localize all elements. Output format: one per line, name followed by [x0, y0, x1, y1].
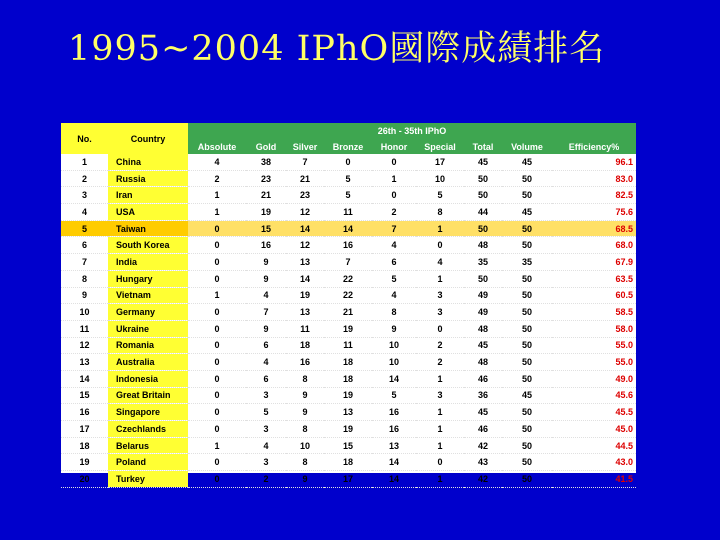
special-cell: 1: [437, 473, 443, 484]
special-cell: 17: [434, 156, 445, 167]
country-cell: Hungary: [108, 270, 188, 287]
bronze-cell: 0: [345, 156, 351, 167]
special-cell: 0: [437, 457, 443, 468]
volume-cell: 50: [521, 423, 532, 434]
absolute-cell: 0: [214, 357, 220, 368]
rank-cell: 10: [79, 307, 90, 318]
country-cell: Singapore: [108, 404, 188, 421]
absolute-cell: 0: [214, 340, 220, 351]
bronze-cell: 5: [345, 190, 351, 201]
absolute-cell: 1: [214, 440, 220, 451]
total-cell: 35: [477, 256, 488, 267]
silver-cell: 12: [299, 206, 310, 217]
header-special: Special: [416, 139, 464, 154]
special-cell: 0: [437, 240, 443, 251]
efficiency-cell: 55.0: [615, 340, 634, 351]
special-cell: 1: [437, 407, 443, 418]
gold-cell: 38: [260, 156, 271, 167]
absolute-cell: 4: [214, 156, 220, 167]
absolute-cell: 0: [214, 473, 220, 484]
table-row: [61, 437, 636, 454]
absolute-cell: 1: [214, 190, 220, 201]
absolute-cell: 1: [214, 290, 220, 301]
table-row: [61, 421, 636, 438]
rank-cell: 11: [79, 323, 90, 334]
total-cell: 45: [477, 156, 488, 167]
rank-cell: 16: [79, 407, 90, 418]
honor-cell: 2: [391, 206, 397, 217]
efficiency-cell: 67.9: [615, 256, 634, 267]
absolute-cell: 0: [188, 220, 246, 237]
efficiency-cell: 96.1: [615, 156, 634, 167]
country-cell: Belarus: [108, 437, 188, 454]
gold-cell: 6: [263, 373, 269, 384]
slide-title: 1995~2004 IPhO國際成績排名: [68, 29, 606, 69]
gold-cell: 4: [263, 357, 269, 368]
efficiency-cell: 55.0: [615, 357, 634, 368]
rank-cell: 12: [79, 340, 90, 351]
gold-cell: 3: [263, 457, 269, 468]
honor-cell: 10: [388, 340, 399, 351]
efficiency-cell: 68.0: [615, 240, 634, 251]
honor-cell: 1: [391, 173, 397, 184]
bronze-cell: 11: [343, 340, 353, 351]
gold-cell: 16: [260, 240, 271, 251]
country-cell: India: [108, 254, 188, 271]
absolute-cell: 0: [214, 307, 220, 318]
volume-cell: 50: [521, 290, 532, 301]
special-cell: 5: [437, 190, 443, 201]
ranking-table-container: [61, 123, 636, 484]
header-bronze: Bronze: [324, 139, 372, 154]
table-row: [61, 287, 636, 304]
silver-cell: 16: [299, 357, 310, 368]
rank-cell: 20: [79, 473, 90, 484]
volume-cell: 50: [521, 373, 532, 384]
efficiency-cell: 75.6: [615, 206, 634, 217]
bronze-cell: 19: [342, 423, 353, 434]
bronze-cell: 22: [342, 273, 353, 284]
bronze-cell: 18: [342, 357, 353, 368]
volume-cell: 50: [521, 240, 532, 251]
absolute-cell: 0: [214, 457, 220, 468]
volume-cell: 50: [521, 357, 532, 368]
silver-cell: 21: [299, 173, 310, 184]
efficiency-cell: 41.5: [615, 473, 634, 484]
honor-cell: 4: [391, 240, 397, 251]
header-absolute: Absolute: [188, 139, 246, 154]
special-cell: 1: [437, 423, 443, 434]
header-silver: Silver: [286, 139, 324, 154]
volume-cell: 45: [521, 156, 532, 167]
silver-cell: 7: [302, 156, 308, 167]
header-no: No.: [61, 123, 108, 154]
bronze-cell: 15: [342, 440, 353, 451]
absolute-cell: 0: [214, 423, 220, 434]
gold-cell: 7: [263, 307, 269, 318]
country-cell: Indonesia: [108, 370, 188, 387]
silver-cell: 18: [299, 340, 310, 351]
rank-cell: 17: [79, 423, 90, 434]
country-cell: Great Britain: [108, 387, 188, 404]
table-row: [61, 304, 636, 321]
total-cell: 43: [477, 457, 488, 468]
total-cell: 50: [464, 220, 502, 237]
country-cell: Vietnam: [108, 287, 188, 304]
rank-cell: 14: [79, 373, 90, 384]
absolute-cell: 0: [214, 390, 220, 401]
absolute-cell: 2: [214, 173, 220, 184]
volume-cell: 50: [521, 323, 532, 334]
absolute-cell: 0: [214, 373, 220, 384]
total-cell: 46: [477, 373, 488, 384]
table-row: [61, 404, 636, 421]
silver-cell: 12: [299, 240, 310, 251]
gold-cell: 23: [260, 173, 271, 184]
special-cell: 3: [437, 290, 443, 301]
ranking-table: [61, 123, 636, 488]
special-cell: 4: [437, 256, 443, 267]
rank-cell: 18: [79, 440, 90, 451]
efficiency-cell: 45.5: [615, 407, 634, 418]
table-row: [61, 454, 636, 471]
honor-cell: 8: [391, 307, 397, 318]
honor-cell: 13: [388, 440, 399, 451]
gold-cell: 9: [263, 323, 269, 334]
honor-cell: 14: [388, 373, 399, 384]
bronze-cell: 7: [345, 256, 351, 267]
country-cell: Germany: [108, 304, 188, 321]
country-cell: Iran: [108, 187, 188, 204]
silver-cell: 8: [302, 423, 308, 434]
country-cell: South Korea: [108, 237, 188, 254]
country-cell: Romania: [108, 337, 188, 354]
table-row: [61, 337, 636, 354]
absolute-cell: 0: [214, 407, 220, 418]
silver-cell: 13: [299, 307, 310, 318]
special-cell: 10: [434, 173, 445, 184]
total-cell: 48: [477, 357, 488, 368]
bronze-cell: 11: [343, 206, 353, 217]
honor-cell: 0: [391, 156, 397, 167]
silver-cell: 9: [302, 473, 308, 484]
total-cell: 49: [477, 307, 488, 318]
honor-cell: 0: [391, 190, 397, 201]
rank-cell: 3: [81, 190, 87, 201]
efficiency-cell: 49.0: [615, 373, 634, 384]
country-cell: Ukraine: [108, 320, 188, 337]
header-total: Total: [464, 139, 502, 154]
rank-cell: 15: [79, 390, 90, 401]
special-cell: 1: [437, 440, 443, 451]
honor-cell: 14: [388, 457, 399, 468]
volume-cell: 35: [521, 256, 532, 267]
volume-cell: 50: [502, 220, 552, 237]
absolute-cell: 0: [214, 323, 220, 334]
volume-cell: 50: [521, 407, 532, 418]
total-cell: 45: [477, 340, 488, 351]
honor-cell: 7: [372, 220, 416, 237]
special-cell: 1: [416, 220, 464, 237]
silver-cell: 9: [302, 407, 308, 418]
total-cell: 49: [477, 290, 488, 301]
volume-cell: 50: [521, 440, 532, 451]
absolute-cell: 1: [214, 206, 220, 217]
honor-cell: 4: [391, 290, 397, 301]
efficiency-cell: 58.5: [615, 307, 634, 318]
volume-cell: 45: [521, 390, 532, 401]
table-row: [61, 471, 636, 488]
total-cell: 48: [477, 323, 488, 334]
efficiency-cell: 83.0: [615, 173, 634, 184]
gold-cell: 19: [260, 206, 271, 217]
rank-cell: 4: [81, 206, 87, 217]
rank-cell: 19: [79, 457, 90, 468]
bronze-cell: 18: [342, 457, 353, 468]
table-header-row-top: [61, 123, 636, 139]
efficiency-cell: 45.6: [615, 390, 634, 401]
gold-cell: 3: [263, 423, 269, 434]
header-country: Country: [108, 123, 188, 154]
bronze-cell: 17: [342, 473, 353, 484]
gold-cell: 21: [260, 190, 271, 201]
gold-cell: 9: [263, 273, 269, 284]
special-cell: 2: [437, 357, 443, 368]
country-cell: Taiwan: [108, 220, 188, 237]
special-cell: 3: [437, 307, 443, 318]
special-cell: 3: [437, 390, 443, 401]
honor-cell: 6: [391, 256, 397, 267]
country-cell: Russia: [108, 170, 188, 187]
total-cell: 44: [477, 206, 488, 217]
total-cell: 42: [477, 473, 488, 484]
header-group: 26th - 35th IPhO: [188, 123, 636, 139]
total-cell: 45: [477, 407, 488, 418]
country-cell: Poland: [108, 454, 188, 471]
country-cell: China: [108, 154, 188, 170]
rank-cell: 8: [81, 273, 87, 284]
efficiency-cell: 43.0: [615, 457, 634, 468]
country-cell: Turkey: [108, 471, 188, 488]
country-cell: Czechlands: [108, 421, 188, 438]
table-row: [61, 387, 636, 404]
table-row: [61, 354, 636, 371]
silver-cell: 14: [286, 220, 324, 237]
special-cell: 1: [437, 373, 443, 384]
total-cell: 50: [477, 190, 488, 201]
header-volume: Volume: [502, 139, 552, 154]
absolute-cell: 0: [214, 240, 220, 251]
volume-cell: 45: [521, 206, 532, 217]
honor-cell: 16: [388, 407, 399, 418]
total-cell: 42: [477, 440, 488, 451]
silver-cell: 9: [302, 390, 308, 401]
honor-cell: 16: [388, 423, 399, 434]
header-efficiency: Efficiency%: [552, 139, 636, 154]
rank-cell: 13: [79, 357, 90, 368]
gold-cell: 4: [263, 290, 269, 301]
gold-cell: 9: [263, 256, 269, 267]
silver-cell: 23: [299, 190, 310, 201]
header-honor: Honor: [372, 139, 416, 154]
table-row: [61, 154, 636, 170]
bronze-cell: 14: [324, 220, 372, 237]
table-row: [61, 270, 636, 287]
rank-cell: 5: [61, 220, 108, 237]
rank-cell: 1: [81, 156, 87, 167]
bronze-cell: 18: [342, 373, 353, 384]
table-row: [61, 170, 636, 187]
rank-cell: 9: [81, 290, 87, 301]
bronze-cell: 16: [342, 240, 353, 251]
silver-cell: 19: [299, 290, 310, 301]
special-cell: 1: [437, 273, 443, 284]
volume-cell: 50: [521, 473, 532, 484]
volume-cell: 50: [521, 307, 532, 318]
table-row: [61, 204, 636, 221]
bronze-cell: 19: [342, 390, 353, 401]
honor-cell: 5: [391, 273, 397, 284]
efficiency-cell: 82.5: [615, 190, 634, 201]
rank-cell: 6: [81, 240, 87, 251]
silver-cell: 8: [302, 457, 308, 468]
efficiency-cell: 63.5: [615, 273, 634, 284]
bronze-cell: 13: [342, 407, 353, 418]
rank-cell: 2: [81, 173, 87, 184]
gold-cell: 2: [263, 473, 269, 484]
silver-cell: 14: [299, 273, 310, 284]
efficiency-cell: 58.0: [615, 323, 634, 334]
absolute-cell: 0: [214, 256, 220, 267]
honor-cell: 9: [391, 323, 397, 334]
silver-cell: 11: [300, 323, 310, 334]
rank-cell: 7: [81, 256, 87, 267]
special-cell: 2: [437, 340, 443, 351]
silver-cell: 13: [299, 256, 310, 267]
gold-cell: 6: [263, 340, 269, 351]
efficiency-cell: 68.5: [552, 220, 636, 237]
volume-cell: 50: [521, 190, 532, 201]
bronze-cell: 5: [345, 173, 351, 184]
total-cell: 50: [477, 273, 488, 284]
table-row: [61, 187, 636, 204]
volume-cell: 50: [521, 173, 532, 184]
total-cell: 36: [477, 390, 488, 401]
efficiency-cell: 45.0: [615, 423, 634, 434]
table-body: [61, 154, 636, 487]
table-row: [61, 370, 636, 387]
total-cell: 50: [477, 173, 488, 184]
volume-cell: 50: [521, 340, 532, 351]
gold-cell: 5: [263, 407, 269, 418]
silver-cell: 8: [302, 373, 308, 384]
total-cell: 48: [477, 240, 488, 251]
table-row: [61, 320, 636, 337]
absolute-cell: 0: [214, 273, 220, 284]
silver-cell: 10: [299, 440, 310, 451]
total-cell: 46: [477, 423, 488, 434]
bronze-cell: 19: [342, 323, 353, 334]
efficiency-cell: 44.5: [615, 440, 634, 451]
honor-cell: 14: [388, 473, 399, 484]
table-row: [61, 237, 636, 254]
bronze-cell: 22: [342, 290, 353, 301]
bronze-cell: 21: [342, 307, 353, 318]
special-cell: 8: [437, 206, 443, 217]
honor-cell: 10: [388, 357, 399, 368]
table-row: [61, 220, 636, 237]
special-cell: 0: [437, 323, 443, 334]
gold-cell: 4: [263, 440, 269, 451]
volume-cell: 50: [521, 273, 532, 284]
country-cell: Australia: [108, 354, 188, 371]
header-gold: Gold: [246, 139, 286, 154]
efficiency-cell: 60.5: [615, 290, 634, 301]
table-row: [61, 254, 636, 271]
gold-cell: 3: [263, 390, 269, 401]
country-cell: USA: [108, 204, 188, 221]
honor-cell: 5: [391, 390, 397, 401]
gold-cell: 15: [246, 220, 286, 237]
volume-cell: 50: [521, 457, 532, 468]
